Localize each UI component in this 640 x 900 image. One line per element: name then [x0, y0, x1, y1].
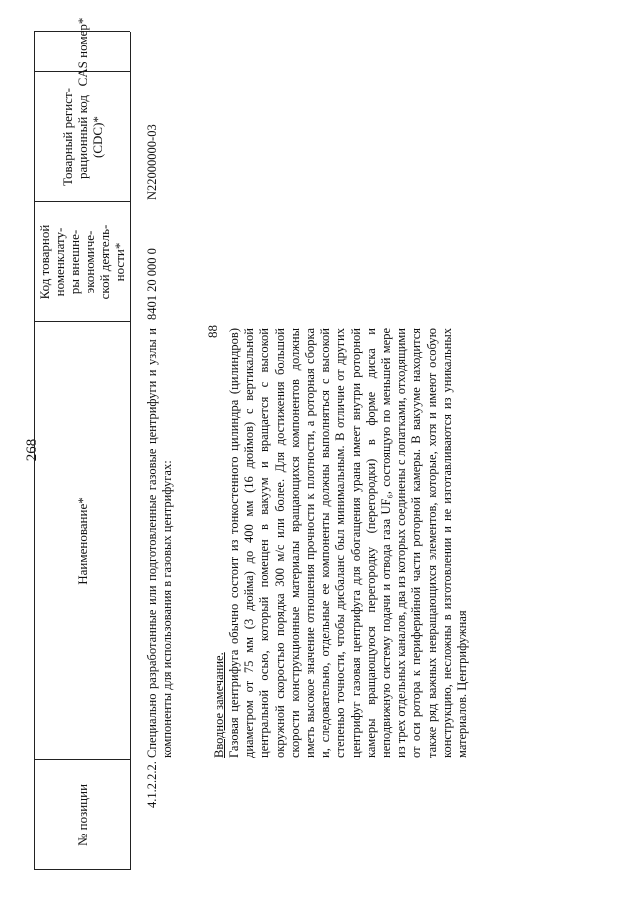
row-cdc: N22000000-03	[145, 124, 159, 200]
header-cas: CAS номер*	[74, 17, 90, 87]
intro-title: Вводное замечание.	[212, 652, 226, 758]
page-number: 268	[24, 438, 40, 462]
header-position: № позиции	[74, 783, 90, 847]
footnote-number: 88	[205, 325, 220, 338]
intro-text: Газовая центрифуга обычно состоит из тонкостенного цилиндра (цилиндров) диаметром от 75 мм (3 дюйма) до 400 мм (16 дюймов) с вертикальной центральной осью, который помещен в вакуум и вращается с высокой окружной скоростью порядка 300 м/с или более. Для достижения большой скорости конструкционные материалы вращающихся компонентов должны иметь высокое значение отношения прочности к плотности, а роторная сборка и, следовательно, отдельные ее компоненты должны выполняться с высокой степенью точности, чтобы дисбаланс был минимальным. В отличие от других центрифуг газовая центрифуга для обогащения урана имеет внутри роторной камеры вращающуюся перегородку (перегородки) в форме диска и неподвижную систему подачи и отвода газа UF₆, состоящую по меньшей мере из трех отдельных каналов, два из которых соединены с лопатками, отходящими от оси ротора к периферийной части роторной камеры. В вакууме находится также ряд важных невращающихся элементов, которые, хотя и имеют особую конструкцию, несложны в изготовлении и не изготавливаются из уникальных материалов. Центрифужная	[227, 328, 470, 758]
header-cdc: Товарный регист- рационный код (CDC)*	[59, 88, 105, 186]
row-ekonom-code: 8401 20 000 0	[145, 248, 159, 320]
row-name: Специально разработанные или подготовленные газовые центрифуги и узлы и компоненты для использования в газовых центрифугах:	[145, 328, 174, 758]
row-position: 4.1.2.2.2.	[145, 761, 159, 808]
header-name: Наименование*	[74, 497, 90, 585]
header-ekonom-code: Код товарной номенклату- ры внешне- экономиче- ской деятель- ности*	[37, 224, 127, 300]
intro-block	[212, 328, 470, 758]
table-header-divider	[130, 32, 131, 870]
